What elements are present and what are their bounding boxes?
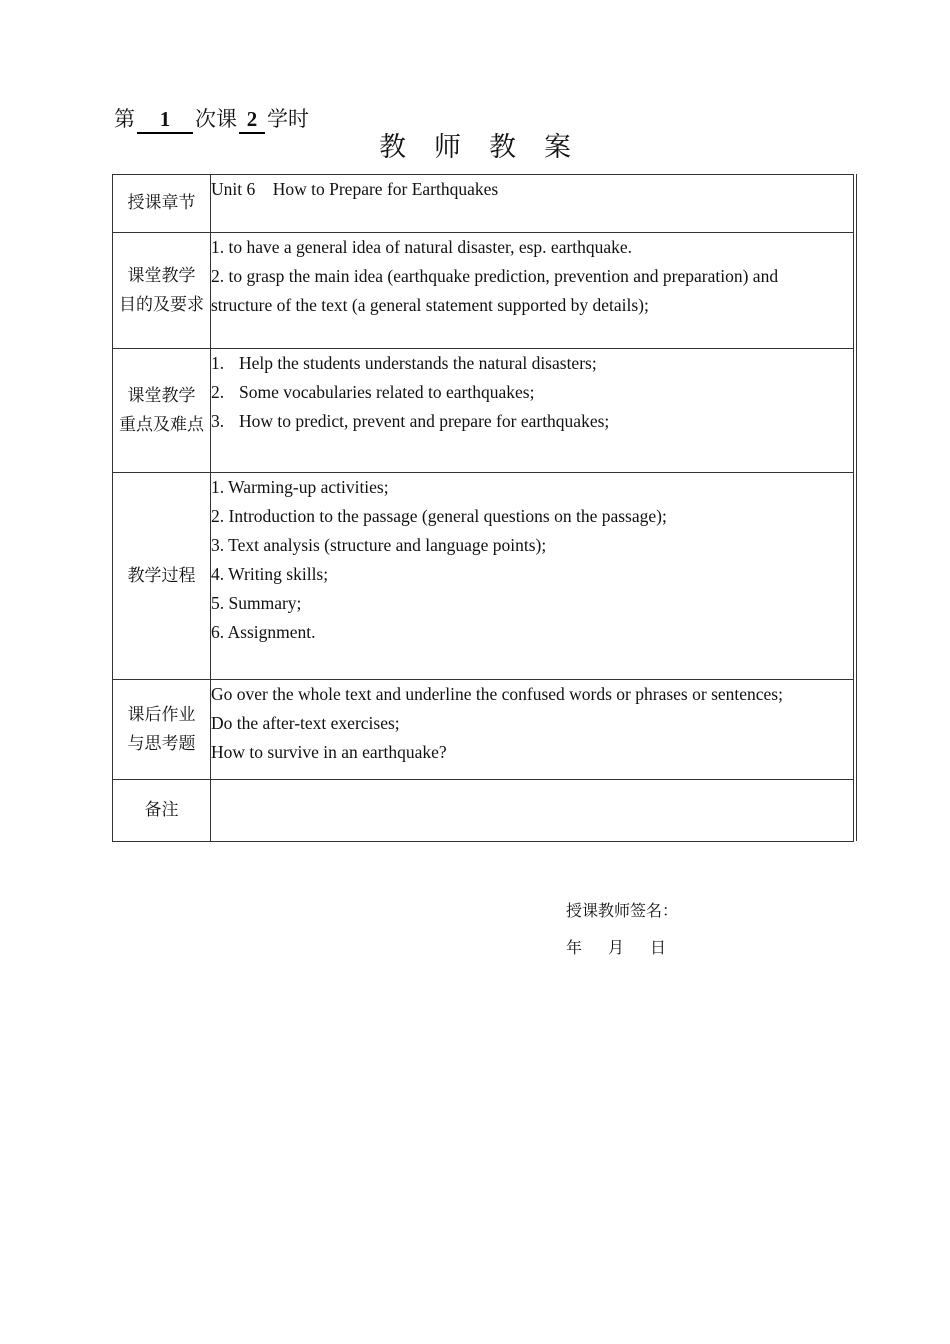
notes-content — [211, 780, 854, 842]
homework-content — [211, 680, 854, 780]
homework-line: Do the after-text exercises; — [211, 713, 400, 733]
chapter-label: 授课章节 — [113, 175, 211, 233]
objectives-content — [211, 233, 854, 349]
table-row-objectives — [113, 233, 854, 349]
key-point-item: 2. Some vocabularies related to earthquakes; — [211, 382, 535, 402]
process-content — [211, 473, 854, 680]
process-step: 3. Text analysis (structure and language points); — [211, 535, 547, 555]
chapter-text: Unit 6 How to Prepare for Earthquakes — [211, 179, 499, 199]
signature-label: 授课教师签名： — [566, 901, 679, 920]
key-points-content — [211, 349, 854, 473]
header-prefix: 第 — [114, 107, 135, 131]
table-row-key-points — [113, 349, 854, 473]
table-row-homework — [113, 680, 854, 780]
chapter-content — [211, 175, 854, 233]
key-point-item: 1. Help the students understands the natural disasters; — [211, 353, 597, 373]
hours-number: 2 — [239, 106, 265, 134]
date-line — [566, 929, 692, 966]
homework-label: 课后作业 与思考题 — [113, 680, 211, 780]
homework-line: Go over the whole text and underline the confused words or phrases or sentences; — [211, 684, 783, 704]
table-row-chapter — [113, 175, 854, 233]
hours-label: 学时 — [267, 107, 309, 131]
table-row-process — [113, 473, 854, 680]
process-step: 5. Summary; — [211, 593, 302, 613]
objective-line: structure of the text (a general statement supported by details); — [211, 295, 649, 315]
page-title: 教师教案 — [379, 132, 599, 163]
process-label: 教学过程 — [113, 473, 211, 680]
lesson-plan-table — [112, 174, 854, 842]
signature-block — [566, 892, 692, 966]
objective-line: 1. to have a general idea of natural disaster, esp. earthquake. — [211, 237, 633, 257]
process-step: 4. Writing skills; — [211, 564, 329, 584]
objectives-label: 课堂教学 目的及要求 — [113, 233, 211, 349]
key-point-item: 3. How to predict, prevent and prepare for earthquakes; — [211, 411, 610, 431]
session-number: 1 — [137, 106, 193, 134]
table-outer-border — [856, 174, 857, 841]
process-step: 6. Assignment. — [211, 622, 316, 642]
session-label: 次课 — [195, 107, 237, 131]
day-label: 日 — [650, 938, 667, 957]
key-points-label: 课堂教学 重点及难点 — [113, 349, 211, 473]
year-label: 年 — [566, 938, 583, 957]
notes-label: 备注 — [113, 780, 211, 842]
objective-line: 2. to grasp the main idea (earthquake prediction, prevention and preparation) and — [211, 266, 779, 286]
month-label: 月 — [608, 938, 625, 957]
homework-line: How to survive in an earthquake? — [211, 742, 447, 762]
process-step: 2. Introduction to the passage (general questions on the passage); — [211, 506, 667, 526]
table-row-notes — [113, 780, 854, 842]
process-step: 1. Warming-up activities; — [211, 477, 389, 497]
